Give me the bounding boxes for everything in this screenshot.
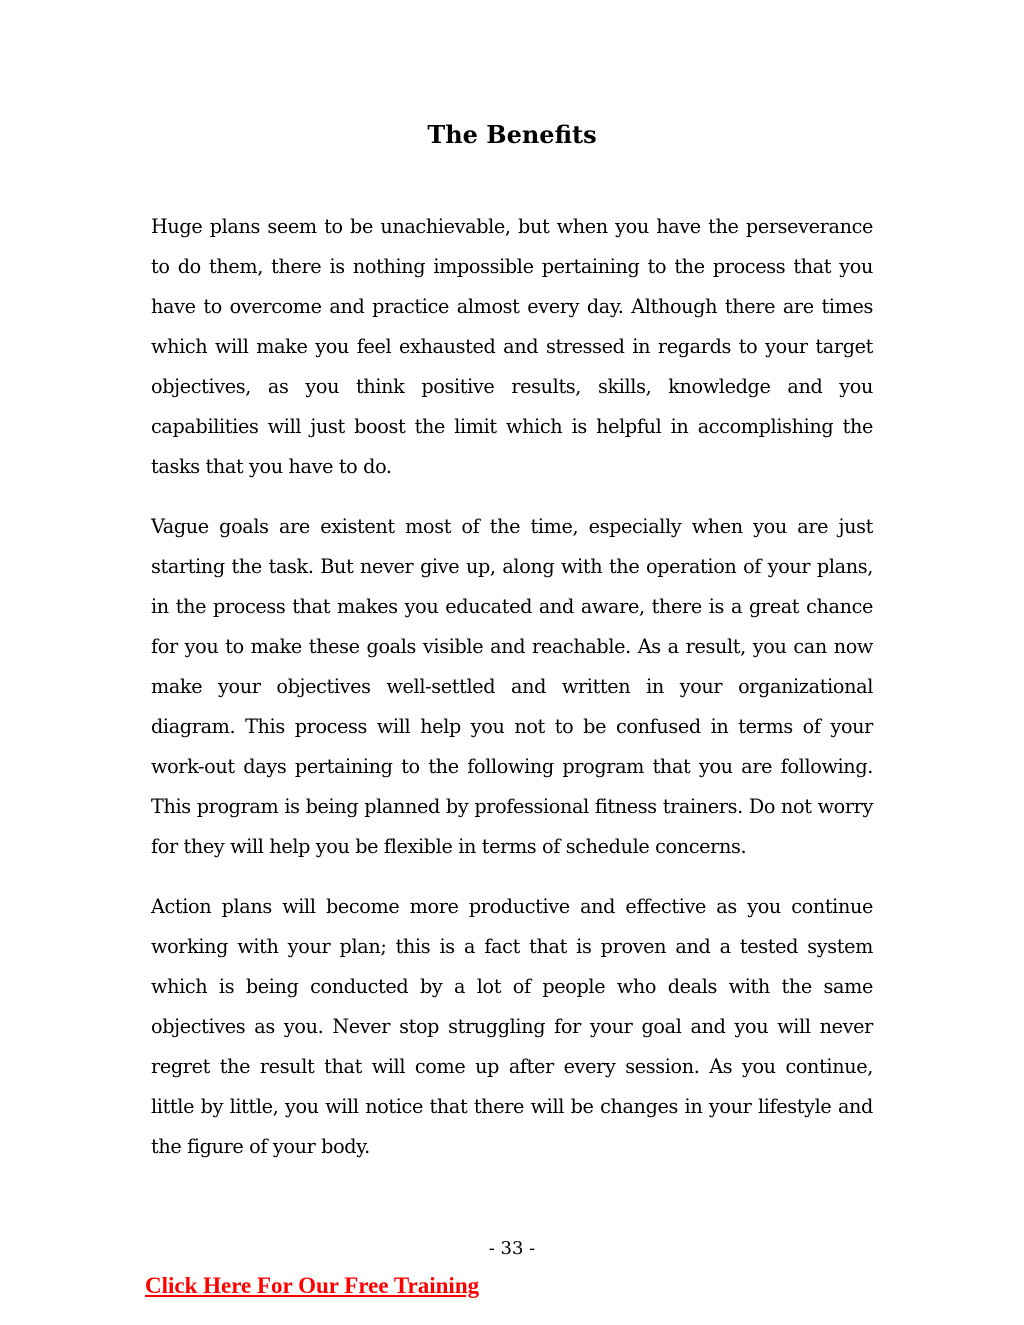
free-training-link[interactable]: Click Here For Our Free Training <box>145 1273 480 1298</box>
page-title: The Benefits <box>427 120 597 149</box>
paragraph-2: Vague goals are existent most of the time, especially when you are just starting the task. But never give up, along with the operation of your plans, in the process that makes you educated and aware, there is a great chance for you to make these goals visible and reachable. As a result, you can now make your objectives well-settled and written in your organizational diagram. This process will help you not to be confused in terms of your work-out days pertaining to the following program that you are following. This program is being planned by professional fitness trainers. Do not worry for they will help you be flexible in terms of schedule concerns. <box>151 515 873 858</box>
body-text <box>151 207 873 1187</box>
paragraph-1: Huge plans seem to be unachievable, but when you have the perseverance to do them, there is nothing impossible pertaining to the process that you have to overcome and practice almost every day. Although there are times which will make you feel exhausted and stressed in regards to your target objectives, as you think positive results, skills, knowledge and you capabilities will just boost the limit which is helpful in accomplishing the tasks that you have to do. <box>151 215 873 478</box>
page-number: - 33 - <box>488 1238 536 1259</box>
paragraph-3: Action plans will become more productive and effective as you continue working with your plan; this is a fact that is proven and a tested system which is being conducted by a lot of people who deals with the same objectives as you. Never stop struggling for your goal and you will never regret the result that will come up after every session. As you continue, little by little, you will notice that there will be changes in your lifestyle and the figure of your body. <box>151 895 873 1158</box>
